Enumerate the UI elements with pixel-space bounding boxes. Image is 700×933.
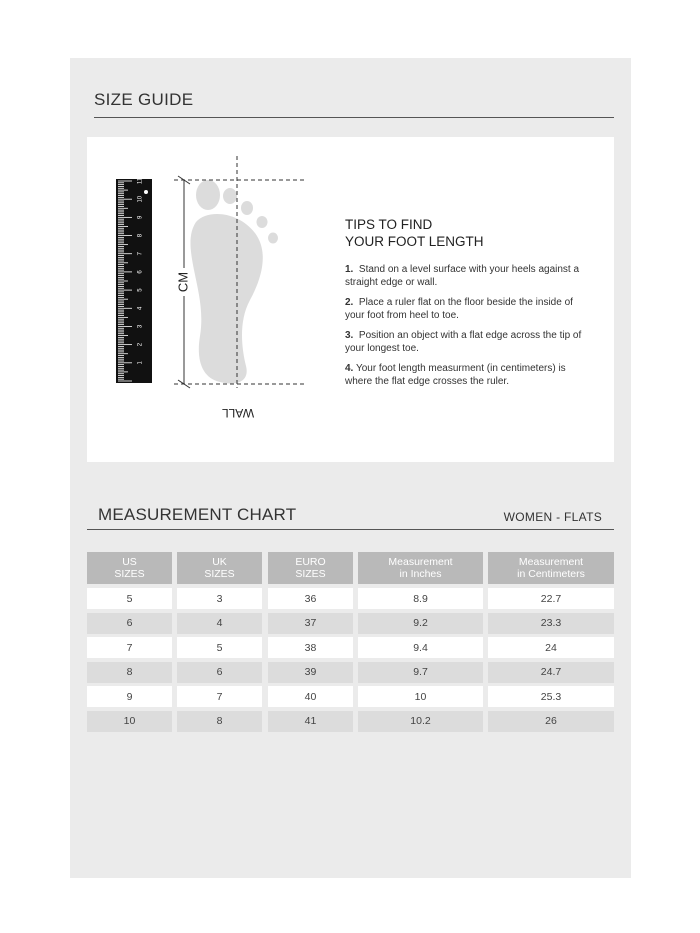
- us-size-cell: 10: [87, 711, 172, 732]
- header-inches: Measurement in Inches: [358, 552, 483, 584]
- ruler-number: 9: [137, 215, 144, 220]
- header-centimeters: Measurement in Centimeters: [488, 552, 614, 584]
- inches-cell: 9.7: [358, 662, 483, 683]
- euro-size-cell: 36: [268, 588, 353, 609]
- centimeters-cell: 25.3: [488, 686, 614, 707]
- measurement-chart-title: MEASUREMENT CHART: [98, 505, 297, 524]
- uk-size-cell: 4: [177, 613, 262, 634]
- euro-size-cell: 38: [268, 637, 353, 658]
- centimeters-cell: 24: [488, 637, 614, 658]
- table-row: [87, 686, 614, 711]
- table-row: [87, 637, 614, 662]
- header-us-sizes: US SIZES: [87, 552, 172, 584]
- tip-number: 4.: [345, 363, 354, 374]
- tip-1: [345, 263, 595, 289]
- table-row: [87, 711, 614, 736]
- ruler-number: 6: [137, 270, 144, 274]
- ruler-number: 7: [137, 252, 144, 256]
- uk-size-cell: 7: [177, 686, 262, 707]
- table-row: [87, 613, 614, 638]
- ruler-icon: [116, 177, 152, 383]
- tip-3: [345, 329, 595, 355]
- chart-category-label: WOMEN - FLATS: [503, 510, 602, 524]
- uk-size-cell: 8: [177, 711, 262, 732]
- centimeters-cell: 23.3: [488, 613, 614, 634]
- ruler-number: 11: [137, 177, 144, 185]
- uk-size-cell: 3: [177, 588, 262, 609]
- tip-text: Position an object with a flat edge across the tip of your longest toe.: [345, 330, 582, 354]
- size-guide-title: SIZE GUIDE: [94, 90, 194, 109]
- ruler-number: 4: [137, 306, 144, 310]
- tip-2: [345, 296, 595, 322]
- uk-size-cell: 5: [177, 637, 262, 658]
- tip-text: Stand on a level surface with your heels against a straight edge or wall.: [345, 264, 580, 288]
- tip-number: 2.: [345, 297, 354, 308]
- tip-text: Place a ruler flat on the floor beside the inside of your foot from heel to toe.: [345, 297, 573, 321]
- us-size-cell: 9: [87, 686, 172, 707]
- table-row: [87, 662, 614, 687]
- ruler-number: 5: [137, 288, 144, 292]
- tip-4: [345, 362, 595, 388]
- tips-title: [345, 216, 545, 250]
- cm-label: CM: [175, 271, 191, 293]
- inches-cell: 10: [358, 686, 483, 707]
- foot-icon: [191, 180, 279, 383]
- ruler-number: 2: [137, 342, 144, 347]
- title-divider: [94, 117, 614, 118]
- tip-text: Your foot length measurment (in centimeters) is where the flat edge crosses the ruler.: [345, 363, 566, 387]
- centimeters-cell: 22.7: [488, 588, 614, 609]
- size-table: [87, 552, 614, 735]
- inches-cell: 9.2: [358, 613, 483, 634]
- header-uk-sizes: UK SIZES: [177, 552, 262, 584]
- us-size-cell: 5: [87, 588, 172, 609]
- centimeters-cell: 26: [488, 711, 614, 732]
- ruler-number: 1: [137, 361, 144, 365]
- centimeters-cell: 24.7: [488, 662, 614, 683]
- table-row: [87, 588, 614, 613]
- inches-cell: 10.2: [358, 711, 483, 732]
- tips-title-line2: YOUR FOOT LENGTH: [345, 234, 484, 249]
- euro-size-cell: 40: [268, 686, 353, 707]
- chart-divider: [87, 529, 614, 530]
- us-size-cell: 7: [87, 637, 172, 658]
- ruler-number: 3: [137, 324, 144, 329]
- us-size-cell: 6: [87, 613, 172, 634]
- tip-number: 1.: [345, 264, 354, 275]
- header-euro-sizes: EURO SIZES: [268, 552, 353, 584]
- us-size-cell: 8: [87, 662, 172, 683]
- tips-title-line1: TIPS TO FIND: [345, 217, 433, 232]
- ruler-number: 8: [137, 233, 144, 238]
- euro-size-cell: 39: [268, 662, 353, 683]
- ruler-number: 10: [137, 195, 144, 203]
- tip-number: 3.: [345, 330, 354, 341]
- table-header-row: [87, 552, 614, 588]
- inches-cell: 8.9: [358, 588, 483, 609]
- foot-measurement-diagram: [110, 150, 320, 430]
- uk-size-cell: 6: [177, 662, 262, 683]
- euro-size-cell: 41: [268, 711, 353, 732]
- euro-size-cell: 37: [268, 613, 353, 634]
- wall-label: WALL: [221, 405, 255, 420]
- inches-cell: 9.4: [358, 637, 483, 658]
